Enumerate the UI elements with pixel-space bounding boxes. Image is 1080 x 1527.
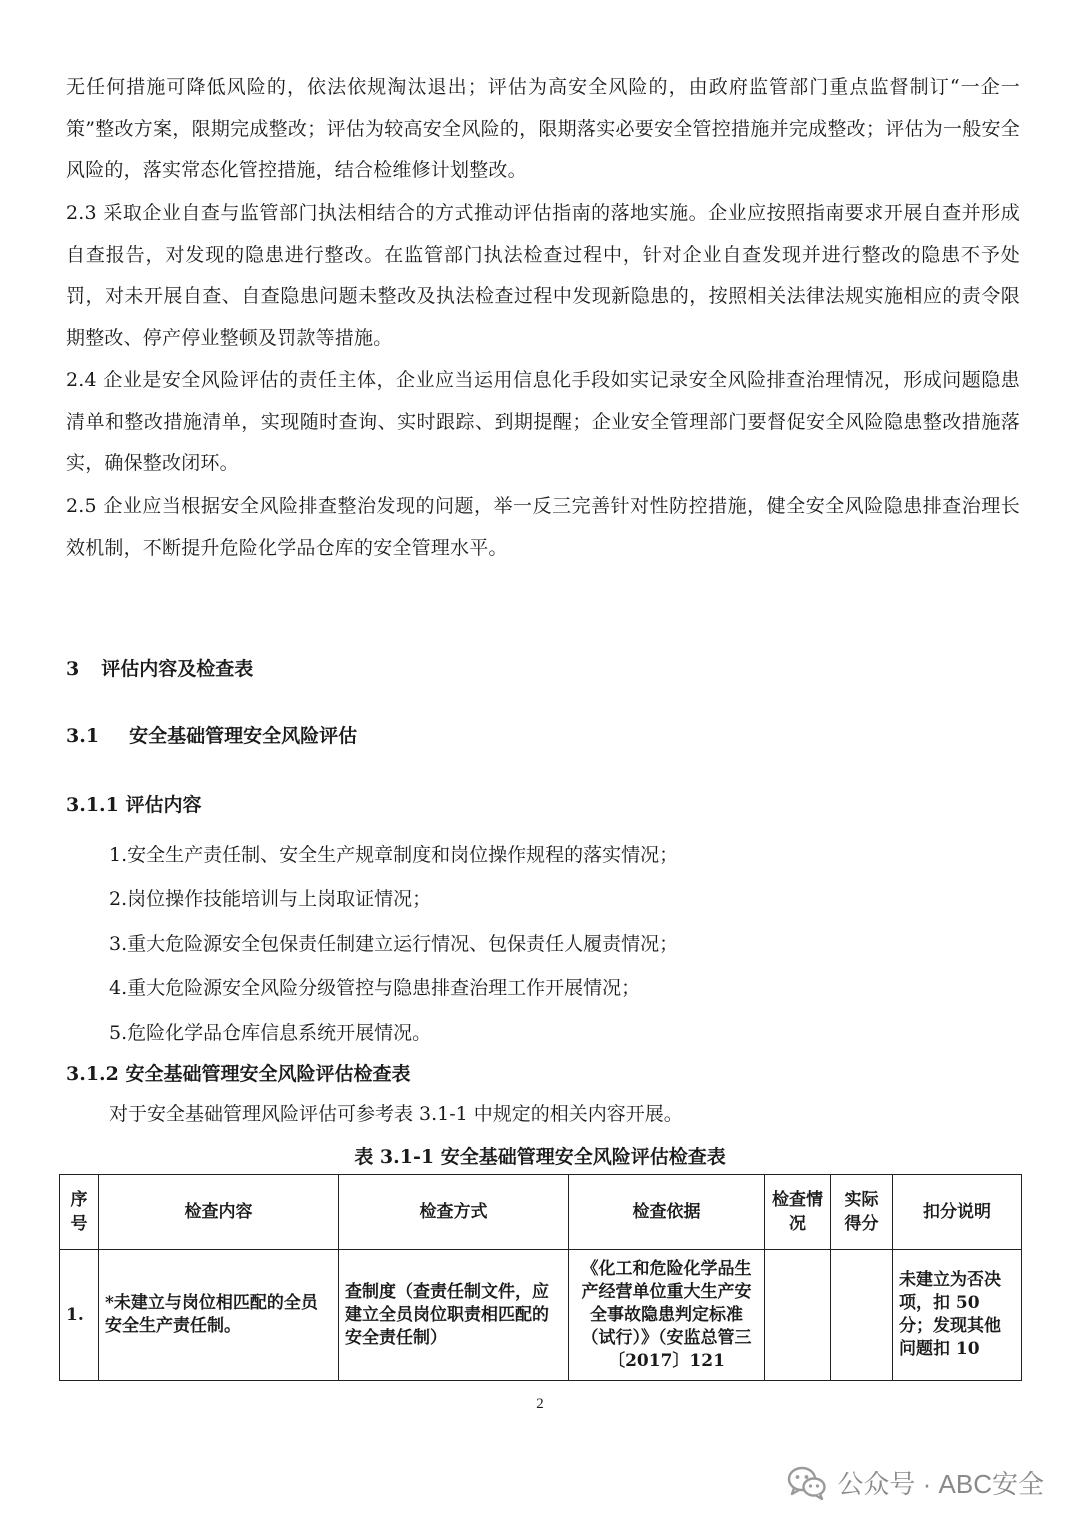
section-3-1-1-heading: 3.1.1 评估内容 bbox=[66, 794, 202, 816]
cell-method: 查制度（查责任制文件，应建立全员岗位职责相匹配的安全责任制） bbox=[339, 1250, 569, 1381]
cell-status bbox=[765, 1250, 831, 1381]
table-intro-text: 对于安全基础管理风险评估可参考表 3.1-1 中规定的相关内容开展。 bbox=[109, 1103, 683, 1125]
section-3-1-heading bbox=[66, 721, 357, 748]
header-score: 实际得分 bbox=[831, 1175, 893, 1250]
check-table bbox=[59, 1174, 1022, 1381]
page-number: 2 bbox=[536, 1396, 544, 1412]
content-item-2: 2.岗位操作技能培训与上岗取证情况； bbox=[109, 888, 432, 910]
cell-basis: 《化工和危险化学品生产经营单位重大生产安全事故隐患判定标准（试行）》（安监总管三〔2017〕121 bbox=[569, 1250, 765, 1381]
content-item-5: 5.危险化学品仓库信息系统开展情况。 bbox=[109, 1022, 432, 1044]
content-item-3: 3.重大危险源安全包保责任制建立运行情况、包保责任人履责情况； bbox=[109, 933, 679, 955]
header-basis: 检查依据 bbox=[569, 1175, 765, 1250]
cell-note: 未建立为否决项，扣 50 分；发现其他问题扣 10 bbox=[893, 1250, 1022, 1381]
table-title: 表 3.1-1 安全基础管理安全风险评估检查表 bbox=[354, 1146, 726, 1168]
content-item-4: 4.重大危险源安全风险分级管控与隐患排查治理工作开展情况； bbox=[109, 977, 641, 999]
section-3-heading bbox=[66, 654, 253, 681]
section-3-title: 评估内容及检查表 bbox=[101, 658, 254, 680]
header-no: 序号 bbox=[60, 1175, 99, 1250]
cell-no: 1. bbox=[60, 1250, 99, 1381]
section-3-1-number: 3.1 bbox=[66, 725, 100, 747]
watermark bbox=[787, 1464, 1044, 1501]
table-header-row bbox=[60, 1175, 1022, 1250]
content-item-1: 1.安全生产责任制、安全生产规章制度和岗位操作规程的落实情况； bbox=[109, 844, 679, 866]
cell-content: *未建立与岗位相匹配的全员安全生产责任制。 bbox=[99, 1250, 339, 1381]
watermark-text: 公众号 · ABC安全 bbox=[837, 1469, 1044, 1499]
paragraph-continuation: 无任何措施可降低风险的，依法依规淘汰退出；评估为高安全风险的，由政府监管部门重点监督制订“一企一策”整改方案，限期完成整改；评估为较高安全风险的，限期落实必要安全管控措施并完成整改；评估为一般安全风险的，落实常态化管控措施，结合检维修计划整改。 bbox=[66, 76, 1020, 182]
header-content: 检查内容 bbox=[99, 1175, 339, 1250]
section-3-1-title: 安全基础管理安全风险评估 bbox=[129, 725, 358, 747]
table-row bbox=[60, 1250, 1022, 1381]
header-status: 检查情况 bbox=[765, 1175, 831, 1250]
wechat-icon bbox=[787, 1466, 827, 1500]
paragraph-2-5: 2.5 企业应当根据安全风险排查整治发现的问题，举一反三完善针对性防控措施，健全安全风险隐患排查治理长效机制，不断提升危险化学品仓库的安全管理水平。 bbox=[66, 495, 1020, 559]
section-3-number: 3 bbox=[66, 658, 80, 680]
header-note: 扣分说明 bbox=[893, 1175, 1022, 1250]
section-3-1-2-heading: 3.1.2 安全基础管理安全风险评估检查表 bbox=[66, 1063, 411, 1085]
paragraph-2-3: 2.3 采取企业自查与监管部门执法相结合的方式推动评估指南的落地实施。企业应按照指南要求开展自查并形成自查报告，对发现的隐患进行整改。在监管部门执法检查过程中，针对企业自查发现并进行整改的隐患不予处罚，对未开展自查、自查隐患问题未整改及执法检查过程中发现新隐患的，按照相关法律法规实施相应的责令限期整改、停产停业整顿及罚款等措施。 bbox=[66, 202, 1020, 349]
header-method: 检查方式 bbox=[339, 1175, 569, 1250]
paragraph-2-4: 2.4 企业是安全风险评估的责任主体，企业应当运用信息化手段如实记录安全风险排查治理情况，形成问题隐患清单和整改措施清单，实现随时查询、实时跟踪、到期提醒；企业安全管理部门要督促安全风险隐患整改措施落实，确保整改闭环。 bbox=[66, 369, 1020, 475]
cell-score bbox=[831, 1250, 893, 1381]
